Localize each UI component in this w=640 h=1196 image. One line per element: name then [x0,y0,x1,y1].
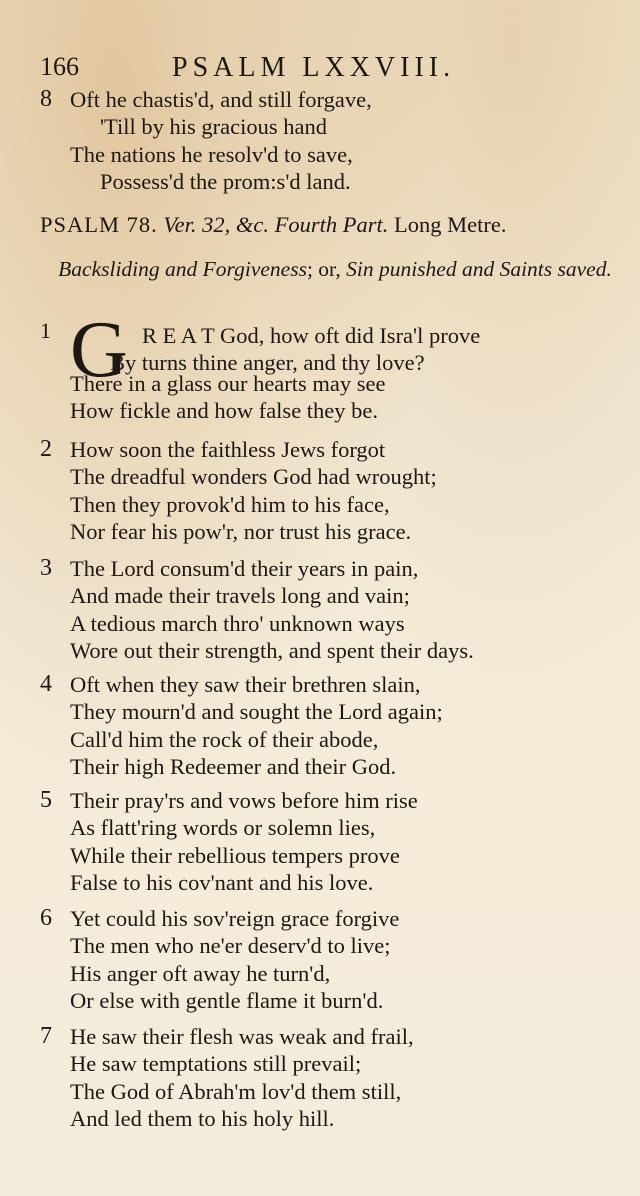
verse-line: False to his cov'nant and his love. [70,869,374,895]
verse-line: The God of Abrah'm lov'd them still, [70,1078,402,1104]
verse-line: How soon the faithless Jews forgot [70,437,386,462]
verse-number: 3 [40,555,52,581]
verses-reference: Ver. 32, &c. [163,212,270,237]
verse-line: While their rebellious tempers prove [70,842,400,868]
page-number: 166 [40,52,79,81]
verse-4 [40,671,630,780]
verse-line: And made their travels long and vain; [70,583,410,609]
page-header [40,52,600,86]
verse-7 [40,1023,630,1132]
hymn-subtitle [40,255,630,283]
verse-line: Then they provok'd him to his face, [70,491,390,517]
verse-line: By turns thine anger, and thy love? [110,350,425,376]
verse-line: Oft he chastis'd, and still forgave, [70,87,372,112]
verse-line: He saw their flesh was weak and frail, [70,1024,414,1049]
verse-5 [40,787,630,896]
psalm-label: PSALM 78. [40,212,158,237]
verse-line: Call'd him the rock of their abode, [70,726,379,752]
verse-3 [40,555,630,664]
subtitle-part-a: Backsliding and Forgiveness [58,257,307,281]
verse-1-continued [40,370,630,425]
verse-line: Possess'd the prom:s'd land. [100,168,351,194]
verse-number: 5 [40,787,52,813]
subtitle-part-b: Sin punished and Saints saved. [346,257,612,281]
subtitle-or: ; or, [306,257,341,281]
verse-number: 7 [40,1023,52,1049]
verse-line: How fickle and how false they be. [70,398,379,424]
verse-line: Or else with gentle flame it burn'd. [70,987,384,1013]
verse-line: They mourn'd and sought the Lord again; [70,699,443,725]
part-label: Fourth Part. [274,212,389,237]
verse-line: Wore out their strength, and spent their days. [70,637,474,663]
verse-line: R E A T God, how oft did Isra'l prove [142,323,481,348]
verse-line: The nations he resolv'd to save, [70,141,353,167]
verse-number: 4 [40,671,52,697]
verse-line: The Lord consum'd their years in pain, [70,556,419,581]
verse-line: His anger oft away he turn'd, [70,960,331,986]
verse-line: Their high Redeemer and their God. [70,753,397,779]
verse-line: The men who ne'er deserv'd to live; [70,933,391,959]
verse-number: 1 [40,318,51,343]
verse-line: Their pray'rs and vows before him rise [70,788,418,813]
psalm-heading [40,212,630,238]
verse-line: Yet could his sov'reign grace forgive [70,906,400,931]
verse-line: The dreadful wonders God had wrought; [70,464,437,490]
drop-cap: G [70,306,128,394]
metre-label: Long Metre. [394,212,507,237]
verse-2 [40,436,630,545]
verse-line: And led them to his holy hill. [70,1105,335,1131]
verse-line: A tedious march thro' unknown ways [70,610,405,636]
verse-number: 8 [40,86,52,112]
verse-line: 'Till by his gracious hand [100,114,327,140]
verse-8-carryover [40,86,630,195]
verse-line: There in a glass our hearts may see [70,371,386,396]
verse-line: Oft when they saw their brethren slain, [70,672,421,697]
verse-line: As flatt'ring words or solemn lies, [70,815,376,841]
verse-number: 6 [40,905,52,931]
verse-number: 2 [40,436,52,462]
verse-line: He saw temptations still prevail; [70,1051,362,1077]
running-title: PSALM LXXVIII. [172,52,456,83]
verse-line: Nor fear his pow'r, nor trust his grace. [70,518,412,544]
verse-6 [40,905,630,1014]
